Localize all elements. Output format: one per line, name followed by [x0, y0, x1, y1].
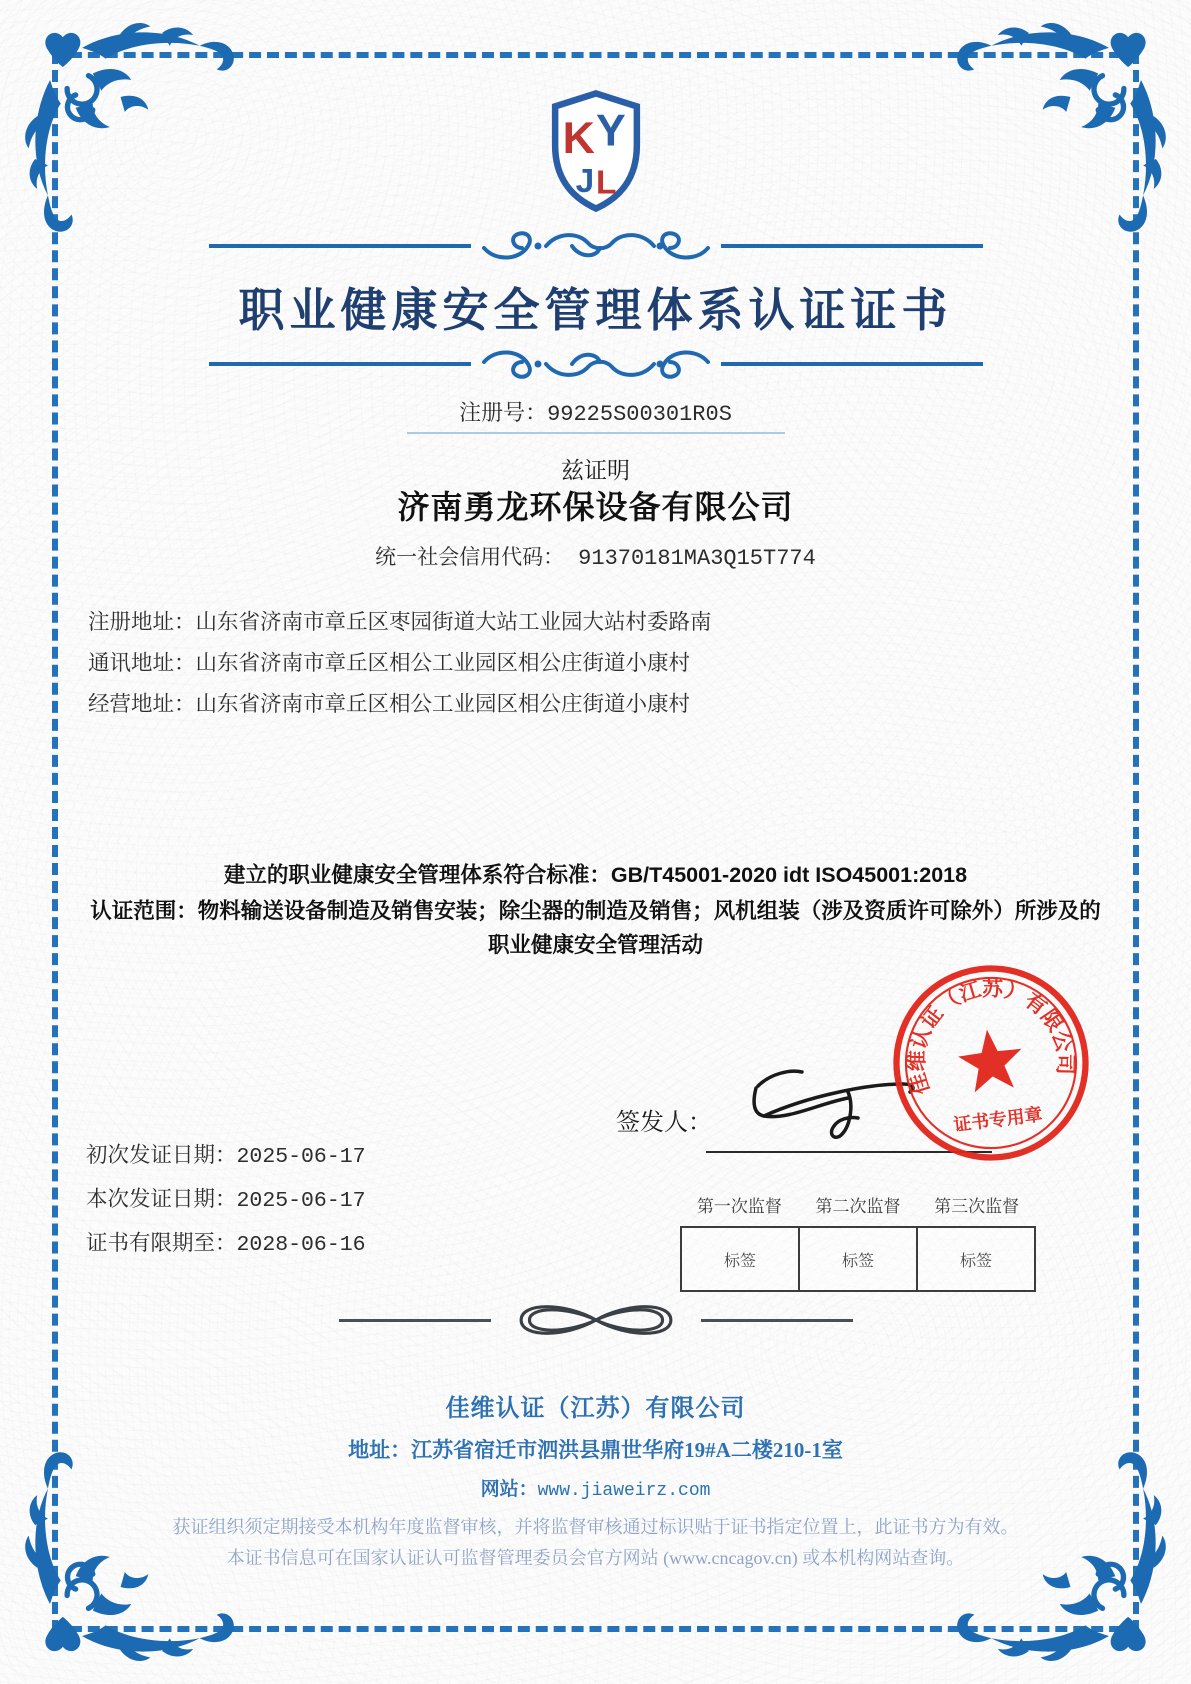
- standard-statement: 建立的职业健康安全管理体系符合标准：GB/T45001-2020 idt ISO45001:2018: [223, 863, 968, 887]
- ky-shield-logo-icon: [540, 86, 652, 216]
- certificate-title: 职业健康安全管理体系认证证书: [238, 284, 953, 336]
- business-address-row: [88, 684, 712, 725]
- supervision-table: [680, 1226, 1036, 1292]
- registration-number: 99225S00301R0S: [547, 402, 732, 427]
- current-issue-date-row: [86, 1178, 366, 1222]
- certifier-company-name: 佳维认证（江苏）有限公司: [445, 1396, 746, 1422]
- seal-bottom-text: 证书专用章: [952, 1104, 1044, 1135]
- rule-line: [721, 362, 983, 366]
- swirl-ornament-icon: [471, 346, 721, 382]
- svg-text:Y: Y: [595, 106, 626, 156]
- address-label: 经营地址：: [88, 692, 196, 716]
- company-name: 济南勇龙环保设备有限公司: [397, 489, 794, 525]
- supervision-label-cell-2: 标签: [800, 1228, 918, 1290]
- date-label: 证书有限期至：: [86, 1231, 237, 1255]
- issuer-label: 签发人：: [616, 1110, 712, 1136]
- supervision-headers: [680, 1192, 1036, 1217]
- registration-underline: [407, 432, 785, 434]
- certification-scope: 认证范围：物料输送设备制造及销售安装；除尘器的制造及销售；风机组装（涉及资质许可除外）所涉及的职业健康安全管理活动: [90, 899, 1101, 957]
- svg-text:K: K: [562, 113, 595, 163]
- svg-text:J: J: [575, 162, 594, 200]
- divider-line: [339, 1319, 491, 1322]
- website-url: www.jiaweirz.com: [537, 1481, 711, 1501]
- infinity-knot-icon: [511, 1294, 681, 1346]
- floral-corner-icon: [938, 1431, 1173, 1666]
- supervision-label-cell-1: 标签: [682, 1228, 800, 1290]
- address-value: 山东省济南市章丘区相公工业园区相公庄街道小康村: [195, 692, 691, 716]
- date-value: 2028-06-16: [236, 1233, 366, 1257]
- address-label: 注册地址：: [88, 610, 196, 634]
- first-issue-date-row: [86, 1134, 366, 1178]
- certifier-address: 地址：江苏省宿迁市泗洪县鼎世华府19#A二楼210-1室: [348, 1438, 843, 1462]
- date-value: 2025-06-17: [236, 1145, 366, 1169]
- supervision-header-1: 第一次监督: [696, 1197, 782, 1216]
- supervision-label-cell-3: 标签: [959, 1252, 992, 1270]
- floral-corner-icon: [938, 18, 1173, 253]
- red-company-seal: [874, 946, 1108, 1180]
- date-block: [86, 1134, 366, 1266]
- supervision-header-2: 第二次监督: [815, 1197, 901, 1216]
- swirl-ornament-icon: [471, 228, 721, 264]
- expiry-date-row: [86, 1222, 366, 1266]
- address-block: [88, 602, 712, 725]
- mailing-address-row: [88, 643, 712, 684]
- address-label: 通讯地址：: [88, 651, 196, 675]
- supervision-header-3: 第三次监督: [934, 1197, 1020, 1216]
- registration-line: [0, 396, 1191, 427]
- footer-divider: [0, 1294, 1191, 1346]
- date-label: 本次发证日期：: [86, 1187, 237, 1211]
- website-label: 网站：: [480, 1479, 538, 1500]
- address-value: 山东省济南市章丘区枣园街道大站工业园大站村委路南: [195, 610, 712, 634]
- rule-line: [209, 362, 471, 366]
- floral-corner-icon: [18, 1431, 253, 1666]
- credit-code-value: 91370181MA3Q15T774: [578, 546, 816, 571]
- divider-line: [701, 1319, 853, 1322]
- svg-text:L: L: [595, 164, 616, 202]
- date-label: 初次发证日期：: [86, 1143, 237, 1167]
- seal-ring-text: 佳维认证（江苏）有限公司: [904, 976, 1078, 1098]
- registration-label: 注册号：: [459, 400, 548, 425]
- supervision-section: [680, 1192, 1036, 1292]
- credit-code-line: [0, 541, 1191, 571]
- ornamental-rule-bottom: [0, 346, 1191, 382]
- registered-address-row: [88, 602, 712, 643]
- disclaimer-line-1: 获证组织须定期接受本机构年度监督审核，并将监督审核通过标识贴于证书指定位置上，此证书方为有效。: [172, 1517, 1019, 1537]
- address-value: 山东省济南市章丘区相公工业园区相公庄街道小康村: [195, 651, 691, 675]
- credit-code-label: 统一社会信用代码：: [375, 545, 565, 569]
- date-value: 2025-06-17: [236, 1189, 366, 1213]
- certify-intro: 兹证明: [561, 458, 630, 483]
- seal-star-icon: [955, 1026, 1026, 1094]
- floral-corner-icon: [18, 18, 253, 253]
- disclaimer-line-2: 本证书信息可在国家认证认可监督管理委员会官方网站 (www.cncagov.cn) 或本机构网站查询。: [226, 1548, 965, 1568]
